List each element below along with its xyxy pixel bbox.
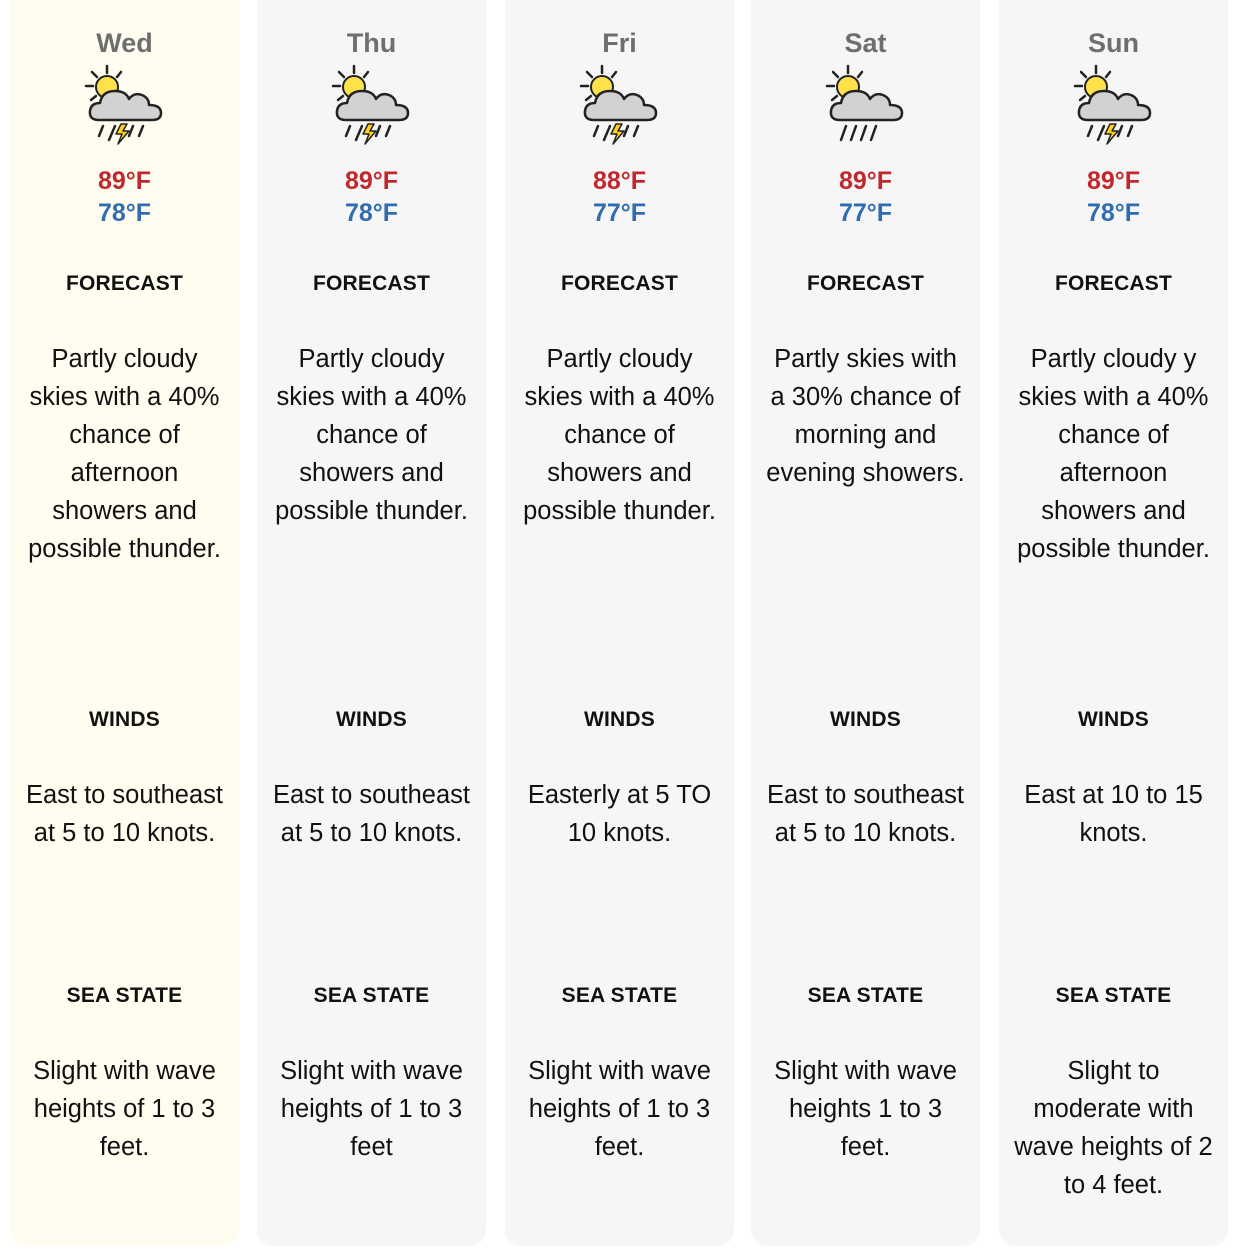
high-temp: 89°F [1086, 167, 1141, 195]
day-card-sun [999, 0, 1228, 1246]
low-temp: 78°F [344, 199, 399, 227]
low-temp: 78°F [1086, 199, 1141, 227]
sea-state-label: SEA STATE [1055, 984, 1172, 1007]
winds-label: WINDS [1078, 708, 1149, 731]
forecast-text: Partly skies with a 30% chance of morning and evening showers. [766, 345, 965, 487]
sea-state-text: Slight with wave heights of 1 to 3 feet [280, 1057, 463, 1161]
day-name: Thu [346, 28, 397, 58]
day-name: Fri [602, 28, 637, 58]
high-temp: 88°F [592, 167, 647, 195]
day-name: Sat [844, 28, 887, 58]
forecast-label: FORECAST [65, 272, 184, 295]
forecast-text: Partly cloudy y skies with a 40% chance of afternoon showers and possible thunder. [1017, 345, 1210, 563]
forecast-label: FORECAST [1054, 272, 1173, 295]
winds-text: East to southeast at 5 to 10 knots. [766, 781, 965, 847]
forecast-label: FORECAST [560, 272, 679, 295]
winds-label: WINDS [584, 708, 655, 731]
forecast-text: Partly cloudy skies with a 40% chance of afternoon showers and possible thunder. [28, 345, 221, 563]
forecast-text: Partly cloudy skies with a 40% chance of showers and possible thunder. [523, 345, 716, 525]
winds-text: East to southeast at 5 to 10 knots. [272, 781, 471, 847]
sea-state-label: SEA STATE [66, 984, 183, 1007]
day-card-sat [751, 0, 980, 1246]
partly-cloudy-thunderstorm-icon [83, 64, 167, 148]
partly-cloudy-thunderstorm-icon [330, 64, 414, 148]
day-name: Sun [1088, 28, 1139, 58]
forecast-text: Partly cloudy skies with a 40% chance of showers and possible thunder. [275, 345, 468, 525]
winds-text: Easterly at 5 TO 10 knots. [527, 781, 712, 847]
high-temp: 89°F [344, 167, 399, 195]
low-temp: 77°F [592, 199, 647, 227]
low-temp: 77°F [838, 199, 893, 227]
high-temp: 89°F [97, 167, 152, 195]
sea-state-text: Slight with wave heights of 1 to 3 feet. [528, 1057, 711, 1161]
sea-state-text: Slight with wave heights 1 to 3 feet. [774, 1057, 957, 1161]
partly-cloudy-thunderstorm-icon [578, 64, 662, 148]
sea-state-label: SEA STATE [807, 984, 924, 1007]
day-card-wed [10, 0, 239, 1246]
sea-state-label: SEA STATE [313, 984, 430, 1007]
winds-text: East at 10 to 15 knots. [1024, 781, 1203, 847]
high-temp: 89°F [838, 167, 893, 195]
partly-cloudy-thunderstorm-icon [1072, 64, 1156, 148]
sea-state-label: SEA STATE [561, 984, 678, 1007]
partly-cloudy-showers-icon [824, 64, 908, 148]
low-temp: 78°F [97, 199, 152, 227]
day-card-thu [257, 0, 486, 1246]
winds-label: WINDS [336, 708, 407, 731]
forecast-label: FORECAST [312, 272, 431, 295]
forecast-label: FORECAST [806, 272, 925, 295]
sea-state-text: Slight with wave heights of 1 to 3 feet. [33, 1057, 216, 1161]
sea-state-text: Slight to moderate with wave heights of 2 to 4 feet. [1014, 1057, 1213, 1199]
winds-label: WINDS [830, 708, 901, 731]
day-card-fri [505, 0, 734, 1246]
day-name: Wed [96, 28, 153, 58]
winds-label: WINDS [89, 708, 160, 731]
winds-text: East to southeast at 5 to 10 knots. [25, 781, 224, 847]
